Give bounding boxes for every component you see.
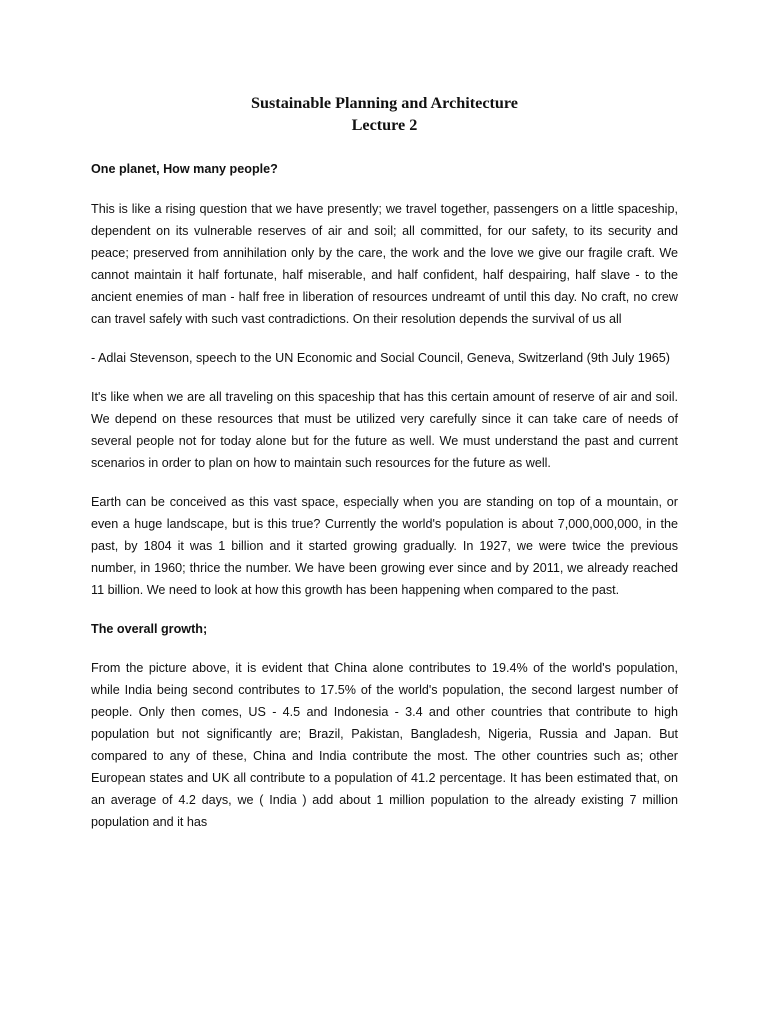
paragraph-spaceship-quote: This is like a rising question that we have presently; we travel together, passengers on a little spaceship, dependent on its vulnerable reserves of air and soil; all committed, for our safety, to its security and peace; preserved from annihilation only by the care, the work and the love we give our fragile craft. We cannot maintain it half fortunate, half miserable, and half confident, half despairing, half slave - to the ancient enemies of man - half free in liberation of resources undreamt of until this day. No craft, no crew can travel safely with such vast contradictions. On their resolution depends the survival of us all (91, 202, 678, 326)
paragraph-quote-attribution: - Adlai Stevenson, speech to the UN Economic and Social Council, Geneva, Switzerland (9th July 1965) (91, 351, 670, 365)
document-subtitle: Lecture 2 (351, 116, 418, 134)
paragraph-world-population: Earth can be conceived as this vast space, especially when you are standing on top of a mountain, or even a huge landscape, but is this true? Currently the world's population is about 7,000,000,000, in the past, by 1804 it was 1 billion and it started growing gradually. In 1927, we were twice the previous number, in 1960; thrice the number. We have been growing ever since and by 2011, we already reached 11 billion. We need to look at how this growth has been happening when compared to the past. (91, 495, 678, 597)
paragraph-country-contributions: From the picture above, it is evident that China alone contributes to 19.4% of the world's population, while India being second contributes to 17.5% of the world's population, the second largest number of people. Only then comes, US - 4.5 and Indonesia - 3.4 and other countries that contribute to high population but not significantly are; Brazil, Pakistan, Bangladesh, Nigeria, Russia and Japan. But compared to any of these, China and India contribute the most. The other countries such as; other European states and UK all contribute to a population of 41.2 percentage. It has been estimated that, on an average of 4.2 days, we ( India ) add about 1 million population to the already existing 7 million population and it has (91, 661, 678, 829)
document-page (91, 92, 678, 833)
document-title: Sustainable Planning and Architecture (251, 94, 518, 112)
paragraph-spaceship-analogy: It's like when we are all traveling on this spaceship that has this certain amount of reserve of air and soil. We depend on these resources that must be utilized very carefully since it can take care of needs of several people not for today alone but for the future as well. We must understand the past and current scenarios in order to plan on how to maintain such resources for the future as well. (91, 390, 678, 470)
section-heading-one-planet: One planet, How many people? (91, 162, 278, 176)
section-heading-overall-growth: The overall growth; (91, 622, 208, 636)
